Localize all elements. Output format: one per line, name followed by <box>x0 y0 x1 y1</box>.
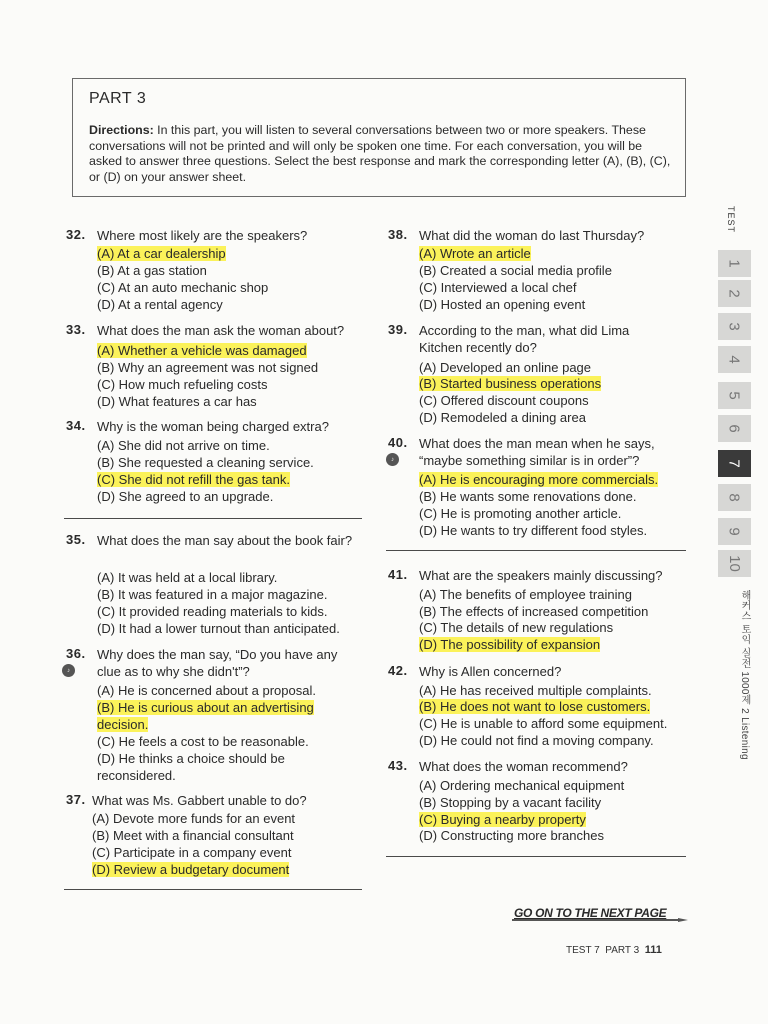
question-text: Where most likely are the speakers? <box>97 228 308 243</box>
question-text: What does the man say about the book fair? <box>97 533 353 548</box>
directions-label: Directions: <box>89 123 154 137</box>
directions-text <box>89 123 674 185</box>
option-c: (C) Buying a nearby property <box>419 812 586 827</box>
option-c: (C) He is unable to afford some equipment. <box>419 716 668 731</box>
divider <box>386 856 686 857</box>
part-title: PART 3 <box>89 90 147 107</box>
tab-test-8: 8 <box>718 484 751 514</box>
arrow-right-icon <box>512 918 688 922</box>
option-c: (C) He feels a cost to be reasonable. <box>97 734 309 749</box>
option-d: (D) Remodeled a dining area <box>419 410 586 425</box>
option-b: (B) Why an agreement was not signed <box>97 360 319 375</box>
option-a: (A) Whether a vehicle was damaged <box>97 343 307 358</box>
divider <box>64 889 362 890</box>
tab-test-9: 9 <box>718 518 751 548</box>
option-b: (B) Stopping by a vacant facility <box>419 795 602 810</box>
option-d: (D) He could not find a moving company. <box>419 733 654 748</box>
option-b: (B) He wants some renovations done. <box>419 489 637 504</box>
audio-disc-icon: ♪ <box>386 453 399 466</box>
option-c: (C) At an auto mechanic shop <box>97 280 269 295</box>
option-c: (C) Interviewed a local chef <box>419 280 577 295</box>
audio-disc-icon: ♪ <box>62 664 75 677</box>
question-text: What did the woman do last Thursday? <box>419 228 645 243</box>
option-a: (A) Wrote an article <box>419 246 531 261</box>
option-b: (B) He is curious about an advertising decision. <box>97 700 314 732</box>
option-c: (C) The details of new regulations <box>419 620 614 635</box>
tab-test-2: 2 <box>718 280 751 310</box>
divider <box>386 550 686 551</box>
option-a: (A) Devote more funds for an event <box>92 811 296 826</box>
question-number: 35. <box>66 532 86 547</box>
option-d: (D) The possibility of expansion <box>419 637 601 652</box>
page-footer <box>566 944 662 956</box>
option-d: (D) He thinks a choice should be reconsidered. <box>97 751 285 783</box>
question-text: What does the man ask the woman about? <box>97 323 345 338</box>
option-a: (A) Developed an online page <box>419 360 592 375</box>
option-a: (A) He is encouraging more commercials. <box>419 472 659 487</box>
footer-part: PART 3 <box>605 945 640 956</box>
question-text: What are the speakers mainly discussing? <box>419 568 663 583</box>
option-c: (C) He is promoting another article. <box>419 506 622 521</box>
footer-test: TEST 7 <box>566 945 600 956</box>
directions-box <box>72 78 686 197</box>
option-b: (B) He does not want to lose customers. <box>419 699 651 714</box>
tab-test-1: 1 <box>718 250 751 280</box>
directions-body: In this part, you will listen to several conversations between two or more speakers. These conversations will not be printed and will only be spoken one time. For each conversation, you will be asked to answer three questions. Select the best response and mark the corresponding letter (A), (B), (C), or (D) on your answer sheet. <box>89 123 671 184</box>
option-a: (A) It was held at a local library. <box>97 570 278 585</box>
question-number: 37. <box>66 792 86 807</box>
option-a: (A) At a car dealership <box>97 246 226 261</box>
option-c: (C) How much refueling costs <box>97 377 268 392</box>
question-number: 43. <box>388 758 408 773</box>
option-d: (D) Review a budgetary document <box>92 862 290 877</box>
option-b: (B) Meet with a financial consultant <box>92 828 294 843</box>
tab-test-7: 7 <box>718 450 751 480</box>
option-b: (B) At a gas station <box>97 263 207 278</box>
option-a: (A) The benefits of employee training <box>419 587 632 602</box>
question-text: What does the woman recommend? <box>419 759 628 774</box>
divider <box>64 518 362 519</box>
option-c: (C) She did not refill the gas tank. <box>97 472 290 487</box>
page-number: 111 <box>644 944 662 956</box>
tab-test-6: 6 <box>718 415 751 445</box>
option-a: (A) He has received multiple complaints. <box>419 683 652 698</box>
option-b: (B) She requested a cleaning service. <box>97 455 314 470</box>
option-d: (D) She agreed to an upgrade. <box>97 489 274 504</box>
option-d: (D) At a rental agency <box>97 297 223 312</box>
question-number: 39. <box>388 322 408 337</box>
option-d: (D) It had a lower turnout than anticipated. <box>97 621 340 636</box>
sidebar-label: TEST <box>726 206 736 234</box>
question-number: 40. <box>388 435 408 450</box>
tab-test-4: 4 <box>718 346 751 376</box>
option-d: (D) Constructing more branches <box>419 828 604 843</box>
question-text: What was Ms. Gabbert unable to do? <box>92 793 307 808</box>
book-title: 해커스 토익 실전 1000제 2 Listening <box>739 590 750 760</box>
option-b: (B) It was featured in a major magazine. <box>97 587 328 602</box>
question-text: According to the man, what did Lima Kitchen recently do? <box>419 323 630 355</box>
tab-test-3: 3 <box>718 313 751 343</box>
question-number: 33. <box>66 322 86 337</box>
question-text: Why does the man say, “Do you have any clue as to why she didn't”? <box>97 647 338 679</box>
option-d: (D) He wants to try different food styles. <box>419 523 648 538</box>
tab-test-5: 5 <box>718 382 751 412</box>
question-number: 36. <box>66 646 86 661</box>
question-number: 38. <box>388 227 408 242</box>
option-a: (A) Ordering mechanical equipment <box>419 778 625 793</box>
option-d: (D) Hosted an opening event <box>419 297 586 312</box>
option-d: (D) What features a car has <box>97 394 257 409</box>
option-c: (C) Offered discount coupons <box>419 393 589 408</box>
option-a: (A) He is concerned about a proposal. <box>97 683 316 698</box>
option-b: (B) Started business operations <box>419 376 602 391</box>
question-number: 32. <box>66 227 86 242</box>
question-text: Why is Allen concerned? <box>419 664 562 679</box>
option-a: (A) She did not arrive on time. <box>97 438 270 453</box>
option-b: (B) Created a social media profile <box>419 263 612 278</box>
question-number: 42. <box>388 663 408 678</box>
question-number: 34. <box>66 418 86 433</box>
option-c: (C) It provided reading materials to kids. <box>97 604 328 619</box>
option-c: (C) Participate in a company event <box>92 845 292 860</box>
question-text: What does the man mean when he says, “maybe something similar is in order”? <box>419 436 655 468</box>
go-on-next-page: GO ON TO THE NEXT PAGE <box>514 906 667 920</box>
tab-test-10: 10 <box>718 550 751 580</box>
question-text: Why is the woman being charged extra? <box>97 419 329 434</box>
question-number: 41. <box>388 567 408 582</box>
option-b: (B) The effects of increased competition <box>419 604 649 619</box>
